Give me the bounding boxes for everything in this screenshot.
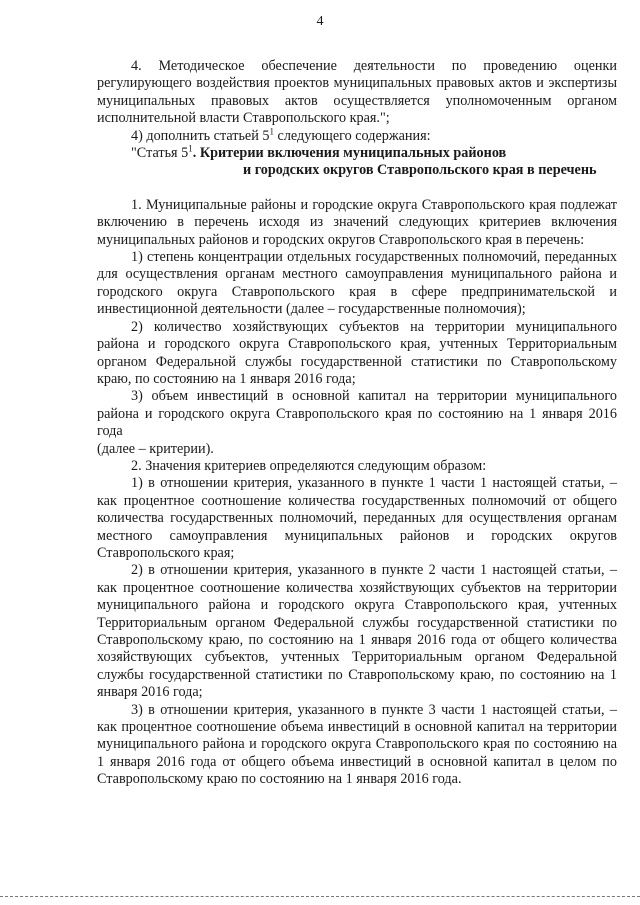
clause-1-item-3: 3) объем инвестиций в основной капитал на территории муниципального района и городского округа Ставропольского края по состоянию на 1 января 2016 года [97,388,617,440]
article-prefix: "Статья 5 [131,145,189,162]
amendment-text: 4) дополнить статьей 5 [131,127,270,144]
article-title-line2: и городских округов Ставропольского края в перечень [243,162,597,179]
footer-rule [0,896,640,898]
document-body [97,58,617,789]
spacer [97,180,617,197]
clause-2: 2. Значения критериев определяются следующим образом: [131,457,487,474]
page-number: 4 [316,14,324,29]
article-heading [97,145,617,162]
clause-2-item-2: 2) в отношении критерия, указанного в пункте 2 части 1 настоящей статьи, – как процентное соотношение количества хозяйствующих субъектов на территории муниципального района и городского округа Ставропольского края, учтенных Территориальным органом Федеральной службы государственной статистики по Ставропольскому краю, по состоянию на 1 января 2016 года от общего количества хозяйствующих субъектов, учтенных Территориальным органом Федеральной службы государственной статистики по Ставропольскому краю, по состоянию на 1 января 2016 года; [97,562,617,701]
clause-1-item-2: 2) количество хозяйствующих субъектов на территории муниципального района и городского округа Ставропольского края, учтенных Территориальным органом Федеральной службы государственной статистики по Ставропольскому краю, по состоянию на 1 января 2016 года; [97,318,617,387]
paragraph-amendment [97,125,617,145]
clause-2-item-3: 3) в отношении критерия, указанного в пункте 3 части 1 настоящей статьи, – как процентное соотношение объема инвестиций в основной капитал на территории муниципального района и городского округа Ставропольского края по состоянию на 1 января 2016 года от общего объема инвестиций в основной капитал в целом по Ставропольскому краю по состоянию на 1 января 2016 года. [97,701,617,788]
clause-1-item-1: 1) степень концентрации отдельных государственных полномочий, переданных для осуществления органам местного самоуправления муниципального района и городского округа Ставропольского края в сфере предпринимательской и инвестиционной деятельности (далее – государственные полномочия); [97,249,617,318]
paragraph-methodical-support: 4. Методическое обеспечение деятельности по проведению оценки регулирующего воздействия проектов муниципальных правовых актов и экспертизы муниципальных правовых актов осуществляется уполномоченным органом исполнительной власти Ставропольского края."; [97,58,617,127]
clause-1: 1. Муниципальные районы и городские округа Ставропольского края подлежат включению в перечень исходя из значений следующих критериев включения муниципальных районов и городских округов Ставропольского края в перечень: [97,196,617,248]
article-title-line1: . Критерии включения муниципальных районов [192,145,507,162]
amendment-sup: 1 [269,125,274,136]
amendment-text-tail: следующего содержания: [273,127,431,144]
criteria-note: (далее – критерии). [97,440,214,457]
clause-2-item-1: 1) в отношении критерия, указанного в пункте 1 части 1 настоящей статьи, – как процентное соотношение количества государственных полномочий от общего количества государственных полномочий, переданных для осуществления органам местного самоуправления муниципальных районов и городских округов Ставропольского края; [97,475,617,561]
article-sup: 1 [188,143,193,154]
